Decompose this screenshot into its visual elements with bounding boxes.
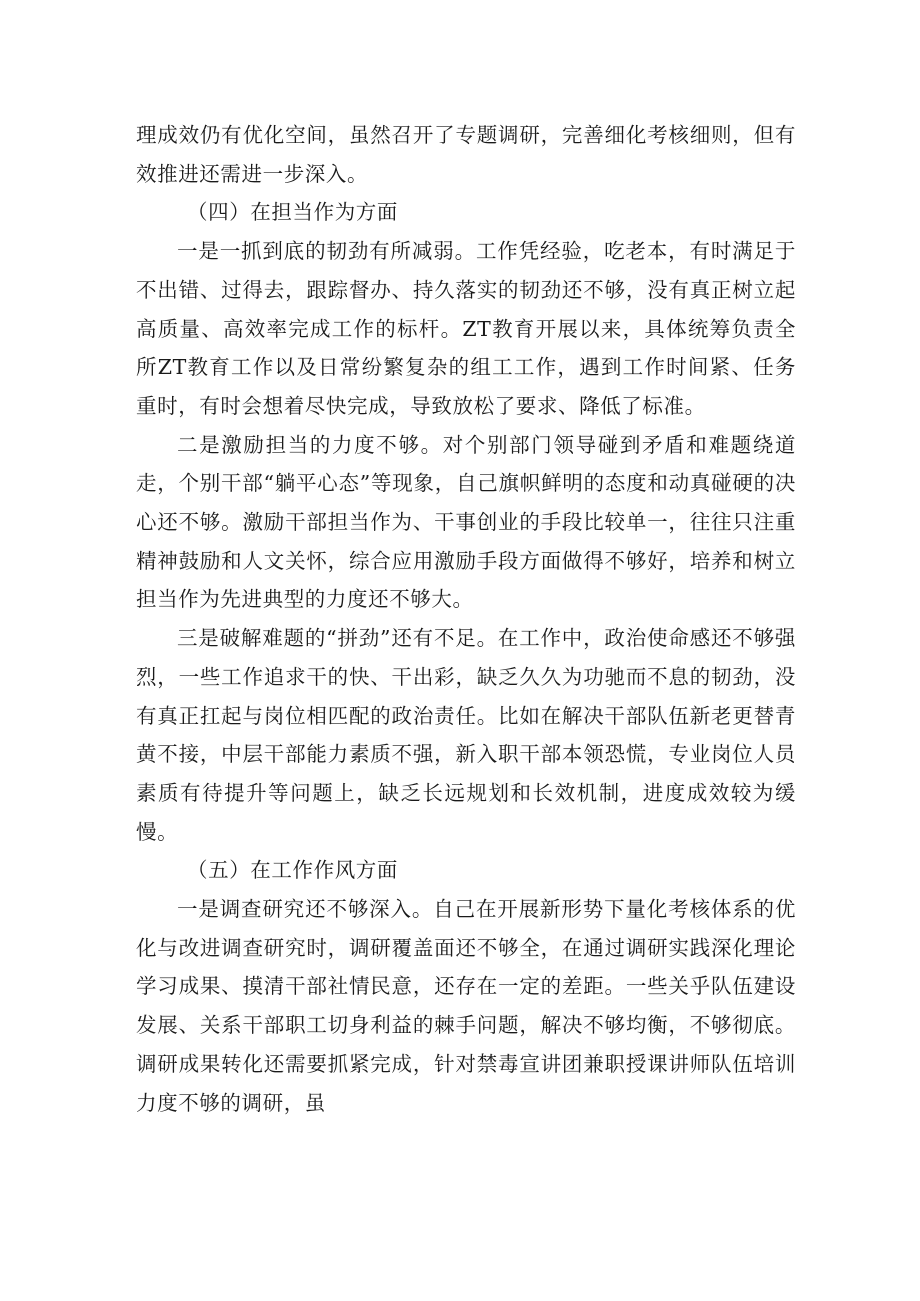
paragraph-body: 二是激励担当的力度不够。对个别部门领导碰到矛盾和难题绕道走，个别干部“躺平心态”等现象，自己旗帜鲜明的态度和动真碰硬的决心还不够。激励干部担当作为、干事创业的手段比较单一，往往只注重精神鼓励和人文关怀，综合应用激励手段方面做得不够好，培养和树立担当作为先进典型的力度还不够大。 bbox=[136, 432, 796, 612]
document-body bbox=[136, 116, 796, 1122]
section-heading-four: （四）在担当作为方面 bbox=[187, 200, 398, 225]
paragraph-body: 一是一抓到底的韧劲有所减弱。工作凭经验，吃老本，有时满足于不出错、过得去，跟踪督办、持久落实的韧劲还不够，没有真正树立起高质量、高效率完成工作的标杆。ZT教育开展以来，具体统筹负责全所ZT教育工作以及日常纷繁复杂的组工工作，遇到工作时间紧、任务重时，有时会想着尽快完成，导致放松了要求、降低了标准。 bbox=[136, 239, 796, 418]
section-heading-five: （五）在工作作风方面 bbox=[187, 858, 398, 883]
paragraph-body: 一是调查研究还不够深入。自己在开展新形势下量化考核体系的优化与改进调查研究时，调研覆盖面还不够全，在通过调研实践深化理论学习成果、摸清干部社情民意，还存在一定的差距。一些关乎队伍建设发展、关系干部职工切身利益的棘手问题，解决不够均衡，不够彻底。调研成果转化还需要抓紧完成，针对禁毒宣讲团兼职授课讲师队伍培训力度不够的调研，虽 bbox=[136, 897, 796, 1115]
paragraph-continuation: 理成效仍有优化空间，虽然召开了专题调研，完善细化考核细则，但有效推进还需进一步深入。 bbox=[136, 123, 796, 186]
paragraph-body: 三是破解难题的“拼劲”还有不足。在工作中，政治使命感还不够强烈，一些工作追求干的快、干出彩，缺乏久久为功驰而不息的韧劲，没有真正扛起与岗位相匹配的政治责任。比如在解决干部队伍新老更替青黄不接，中层干部能力素质不强，新入职干部本领恐慌，专业岗位人员素质有待提升等问题上，缺乏长远规划和长效机制，进度成效较为缓慢。 bbox=[136, 626, 796, 844]
